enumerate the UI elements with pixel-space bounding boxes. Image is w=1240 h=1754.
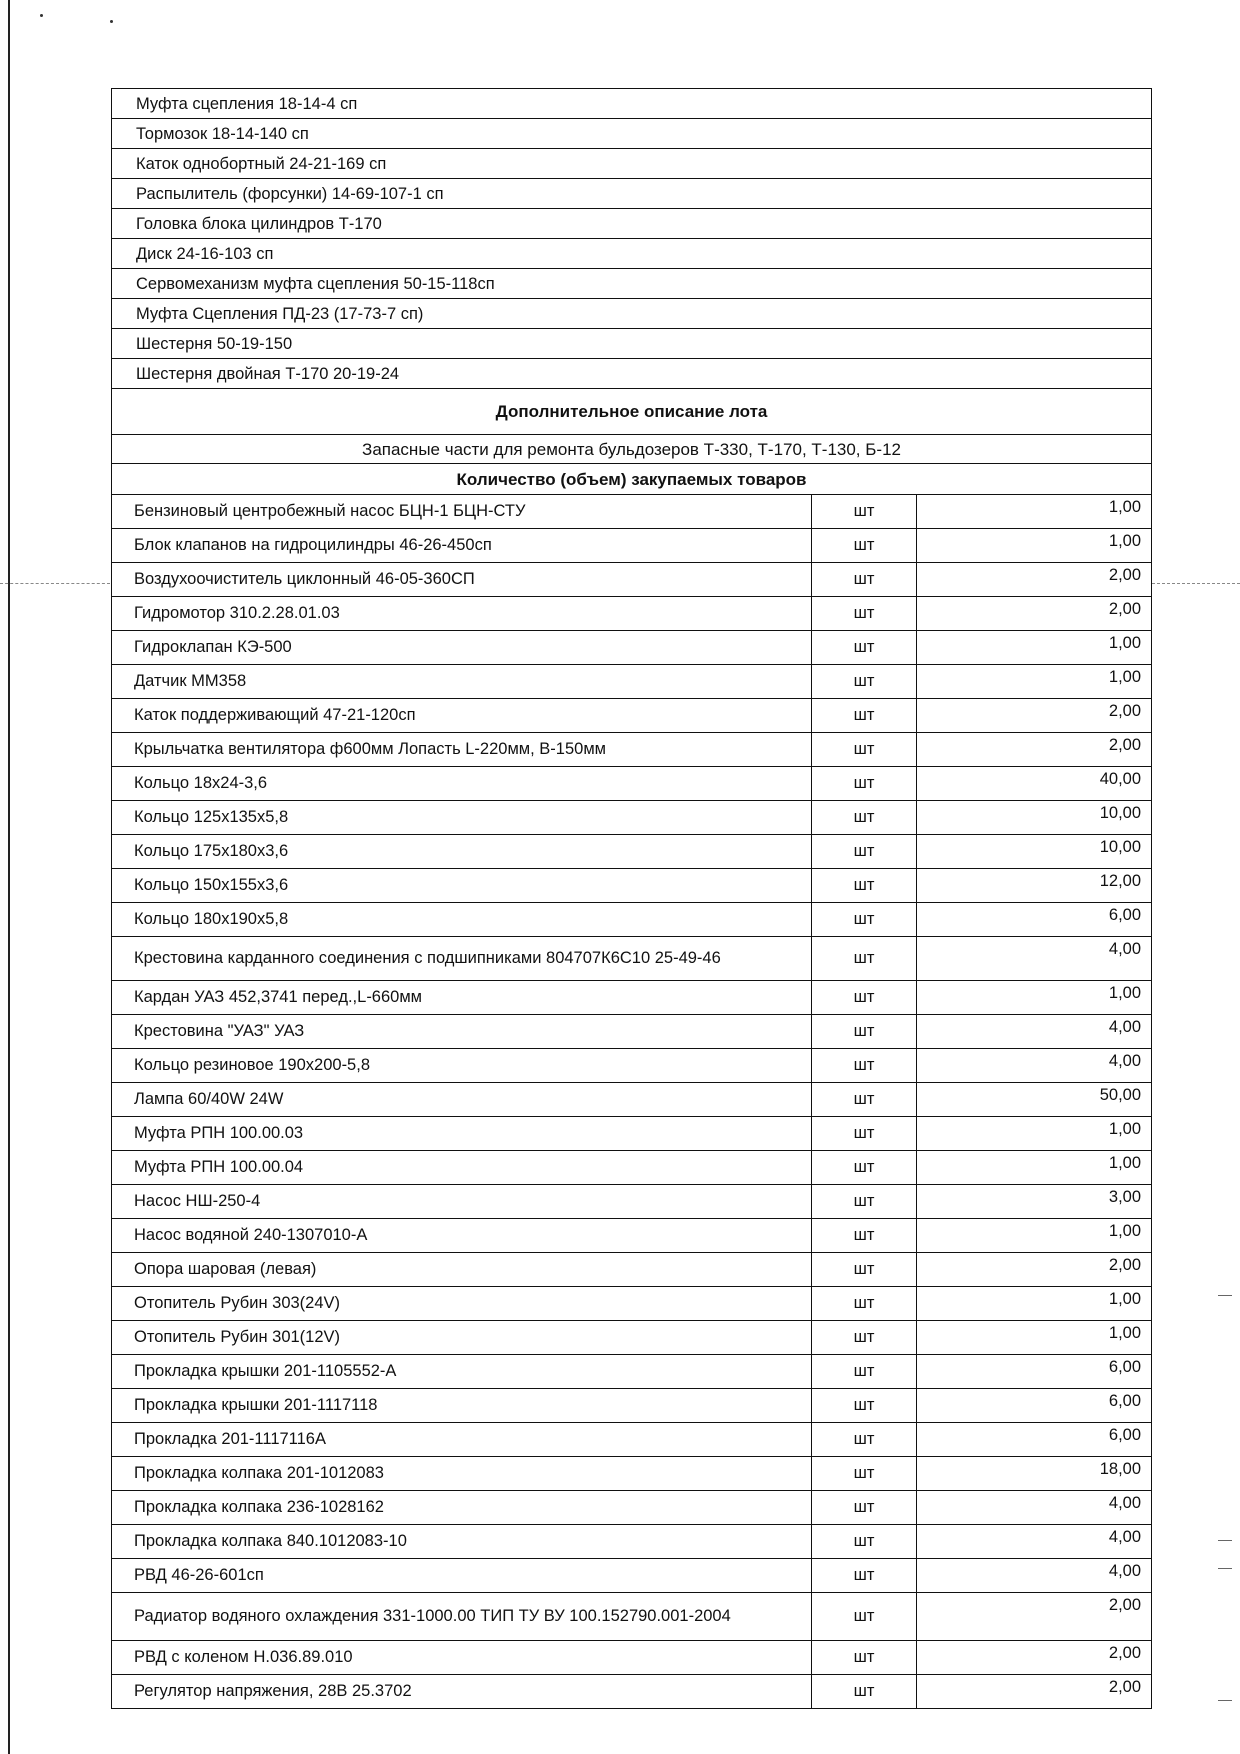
item-row [112,937,1152,981]
item-unit: шт [812,1185,917,1219]
item-name: Каток поддерживающий 47-21-120сп [112,699,812,733]
item-quantity: 6,00 [917,903,1152,937]
document [111,88,1151,1709]
item-row [112,981,1152,1015]
item-quantity: 4,00 [917,1525,1152,1559]
item-name: Кардан УАЗ 452,3741 перед.,L-660мм [112,981,812,1015]
item-quantity: 10,00 [917,801,1152,835]
lot-description-row [112,435,1152,464]
item-name: Прокладка колпака 236-1028162 [112,1491,812,1525]
item-name: Гидромотор 310.2.28.01.03 [112,597,812,631]
item-quantity: 2,00 [917,563,1152,597]
fold-line [0,583,110,584]
item-name: Крестовина карданного соединения с подшипниками 804707К6С10 25-49-46 [112,937,812,981]
item-row [112,733,1152,767]
parts-table [111,88,1152,1709]
item-row [112,1219,1152,1253]
item-quantity: 6,00 [917,1423,1152,1457]
item-row [112,563,1152,597]
scan-speck [40,14,43,17]
item-row [112,903,1152,937]
item-name: Отопитель Рубин 303(24V) [112,1287,812,1321]
item-row [112,1253,1152,1287]
item-name: Блок клапанов на гидроцилиндры 46-26-450сп [112,529,812,563]
item-row [112,1287,1152,1321]
item-name: Опора шаровая (левая) [112,1253,812,1287]
item-quantity: 4,00 [917,1491,1152,1525]
item-name: Кольцо резиновое 190х200-5,8 [112,1049,812,1083]
item-name: Кольцо 125х135х5,8 [112,801,812,835]
item-unit: шт [812,1287,917,1321]
top-part-row [112,239,1152,269]
scan-mark [1218,1568,1232,1569]
item-row [112,835,1152,869]
item-name: Муфта РПН 100.00.03 [112,1117,812,1151]
item-row [112,1015,1152,1049]
item-unit: шт [812,529,917,563]
item-unit: шт [812,1117,917,1151]
item-unit: шт [812,835,917,869]
item-quantity: 2,00 [917,1641,1152,1675]
item-row [112,1389,1152,1423]
item-unit: шт [812,767,917,801]
item-name: Прокладка крышки 201-1105552-А [112,1355,812,1389]
item-name: Кольцо 180х190х5,8 [112,903,812,937]
item-row [112,1151,1152,1185]
top-part-row [112,329,1152,359]
item-quantity: 12,00 [917,869,1152,903]
item-quantity: 6,00 [917,1355,1152,1389]
item-quantity: 2,00 [917,1593,1152,1641]
top-part-name: Шестерня 50-19-150 [112,329,1152,359]
item-unit: шт [812,903,917,937]
item-name: Прокладка крышки 201-1117118 [112,1389,812,1423]
top-part-row [112,179,1152,209]
item-quantity: 6,00 [917,1389,1152,1423]
item-quantity: 2,00 [917,597,1152,631]
top-part-row [112,299,1152,329]
item-unit: шт [812,801,917,835]
scan-speck [110,20,113,23]
item-unit: шт [812,981,917,1015]
scan-left-edge [8,0,10,1754]
item-row [112,1185,1152,1219]
item-name: Отопитель Рубин 301(12V) [112,1321,812,1355]
item-name: Воздухоочиститель циклонный 46-05-360СП [112,563,812,597]
item-unit: шт [812,665,917,699]
item-quantity: 1,00 [917,1287,1152,1321]
top-part-row [112,209,1152,239]
item-quantity: 18,00 [917,1457,1152,1491]
item-row [112,767,1152,801]
item-name: Прокладка колпака 840.1012083-10 [112,1525,812,1559]
item-quantity: 1,00 [917,665,1152,699]
top-part-name: Сервомеханизм муфта сцепления 50-15-118сп [112,269,1152,299]
item-row [112,699,1152,733]
item-quantity: 2,00 [917,733,1152,767]
item-row [112,1559,1152,1593]
item-quantity: 2,00 [917,1253,1152,1287]
item-row [112,1321,1152,1355]
item-name: РВД 46-26-601сп [112,1559,812,1593]
item-unit: шт [812,1253,917,1287]
item-unit: шт [812,1525,917,1559]
item-row [112,1641,1152,1675]
item-unit: шт [812,1015,917,1049]
items-list [112,495,1152,1709]
item-unit: шт [812,869,917,903]
item-unit: шт [812,1049,917,1083]
item-row [112,1423,1152,1457]
item-unit: шт [812,597,917,631]
item-unit: шт [812,563,917,597]
item-quantity: 4,00 [917,937,1152,981]
item-row [112,529,1152,563]
item-quantity: 2,00 [917,699,1152,733]
item-row [112,1491,1152,1525]
section-quantity-title: Количество (объем) закупаемых товаров [112,464,1152,495]
section-header-row [112,464,1152,495]
item-quantity: 1,00 [917,1151,1152,1185]
item-name: Насос НШ-250-4 [112,1185,812,1219]
top-part-row [112,269,1152,299]
item-unit: шт [812,733,917,767]
item-name: Муфта РПН 100.00.04 [112,1151,812,1185]
item-quantity: 1,00 [917,631,1152,665]
item-quantity: 50,00 [917,1083,1152,1117]
item-quantity: 4,00 [917,1049,1152,1083]
item-quantity: 1,00 [917,1321,1152,1355]
item-quantity: 1,00 [917,1219,1152,1253]
item-name: Гидроклапан КЭ-500 [112,631,812,665]
item-unit: шт [812,495,917,529]
item-quantity: 4,00 [917,1559,1152,1593]
top-part-name: Каток однобортный 24-21-169 сп [112,149,1152,179]
item-row [112,869,1152,903]
item-row [112,1355,1152,1389]
top-part-name: Шестерня двойная Т-170 20-19-24 [112,359,1152,389]
top-part-row [112,89,1152,119]
scan-mark [1218,1700,1232,1701]
item-quantity: 4,00 [917,1015,1152,1049]
item-unit: шт [812,1641,917,1675]
scan-mark [1218,1295,1232,1296]
top-part-name: Диск 24-16-103 сп [112,239,1152,269]
top-part-row [112,149,1152,179]
item-row [112,1049,1152,1083]
item-row [112,631,1152,665]
item-name: Крыльчатка вентилятора ф600мм Лопасть L-220мм, В-150мм [112,733,812,767]
item-name: Кольцо 18х24-3,6 [112,767,812,801]
fold-line [1152,583,1240,584]
item-name: Лампа 60/40W 24W [112,1083,812,1117]
item-name: Бензиновый центробежный насос БЦН-1 БЦН-СТУ [112,495,812,529]
item-unit: шт [812,699,917,733]
item-unit: шт [812,1423,917,1457]
item-quantity: 1,00 [917,495,1152,529]
item-name: РВД с коленом Н.036.89.010 [112,1641,812,1675]
item-name: Крестовина "УАЗ" УАЗ [112,1015,812,1049]
item-row [112,495,1152,529]
item-name: Прокладка 201-1117116А [112,1423,812,1457]
top-part-name: Головка блока цилиндров Т-170 [112,209,1152,239]
section-header-row [112,389,1152,435]
item-unit: шт [812,1321,917,1355]
item-row [112,801,1152,835]
item-unit: шт [812,1559,917,1593]
item-unit: шт [812,1219,917,1253]
item-row [112,1083,1152,1117]
item-unit: шт [812,1675,917,1709]
item-quantity: 1,00 [917,1117,1152,1151]
item-row [112,1457,1152,1491]
item-unit: шт [812,1355,917,1389]
item-name: Кольцо 175х180х3,6 [112,835,812,869]
item-quantity: 2,00 [917,1675,1152,1709]
top-part-name: Тормозок 18-14-140 сп [112,119,1152,149]
item-unit: шт [812,1593,917,1641]
item-unit: шт [812,937,917,981]
item-name: Радиатор водяного охлаждения 331-1000.00 ТИП ТУ ВУ 100.152790.001-2004 [112,1593,812,1641]
item-row [112,1593,1152,1641]
item-quantity: 1,00 [917,529,1152,563]
item-unit: шт [812,1491,917,1525]
top-part-name: Муфта Сцепления ПД-23 (17-73-7 сп) [112,299,1152,329]
item-quantity: 1,00 [917,981,1152,1015]
top-part-name: Распылитель (форсунки) 14-69-107-1 сп [112,179,1152,209]
item-unit: шт [812,1457,917,1491]
item-name: Насос водяной 240-1307010-А [112,1219,812,1253]
scan-mark [1218,1540,1232,1541]
item-row [112,665,1152,699]
section-additional-title: Дополнительное описание лота [112,389,1152,435]
item-unit: шт [812,1151,917,1185]
item-quantity: 40,00 [917,767,1152,801]
top-part-row [112,119,1152,149]
item-row [112,597,1152,631]
item-quantity: 3,00 [917,1185,1152,1219]
item-unit: шт [812,1389,917,1423]
item-name: Датчик ММ358 [112,665,812,699]
item-name: Регулятор напряжения, 28В 25.3702 [112,1675,812,1709]
top-part-row [112,359,1152,389]
item-unit: шт [812,631,917,665]
item-quantity: 10,00 [917,835,1152,869]
lot-description: Запасные части для ремонта бульдозеров Т-330, Т-170, Т-130, Б-12 [112,435,1152,464]
item-name: Кольцо 150х155х3,6 [112,869,812,903]
item-unit: шт [812,1083,917,1117]
top-part-name: Муфта сцепления 18-14-4 сп [112,89,1152,119]
item-row [112,1675,1152,1709]
item-row [112,1117,1152,1151]
item-row [112,1525,1152,1559]
item-name: Прокладка колпака 201-1012083 [112,1457,812,1491]
top-parts-list [112,89,1152,389]
